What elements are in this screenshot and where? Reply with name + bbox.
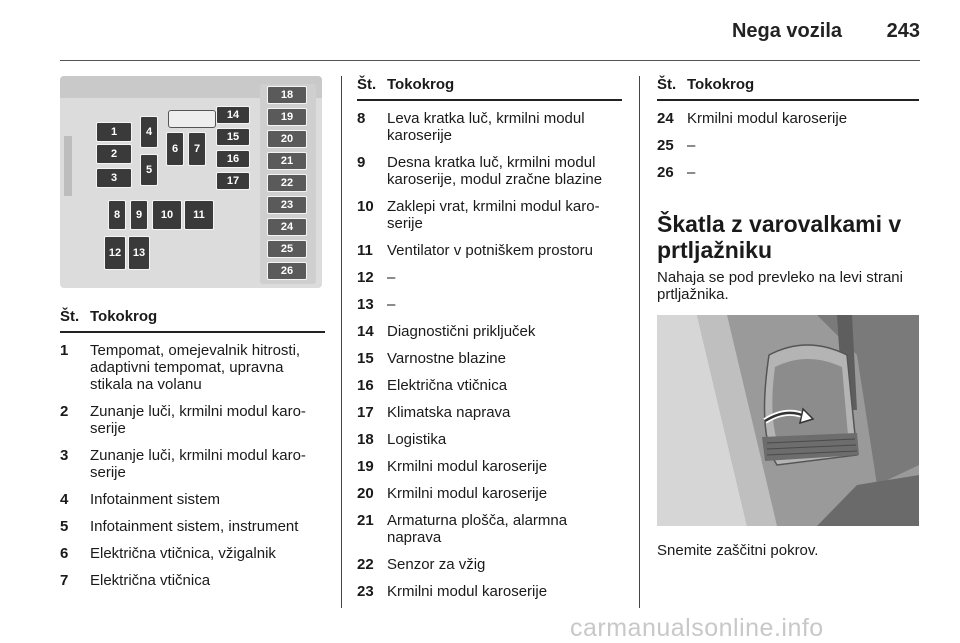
fuse-2: 2 (96, 144, 132, 164)
fuse-number: 20 (357, 485, 374, 502)
circuit-description: Desna kratka luč, krmilni modul karoserije, modul zračne blazine (387, 154, 603, 188)
fuse-3: 3 (96, 168, 132, 188)
fuse-number: 19 (357, 458, 374, 475)
table-row (357, 154, 622, 188)
table-header-num: Št. (357, 76, 377, 93)
circuit-description: Zaklepi vrat, krmilni modul karoserije (387, 198, 600, 232)
table-row (60, 342, 325, 393)
fuse-10: 10 (152, 200, 182, 230)
circuit-description: – (387, 296, 396, 313)
circuit-description: – (687, 137, 696, 154)
fuse-number: 5 (60, 518, 69, 535)
fuse-22: 22 (267, 174, 307, 192)
fuse-number: 9 (357, 154, 366, 171)
fuse-number: 10 (357, 198, 374, 215)
fuse-number: 18 (357, 431, 374, 448)
fuse-5: 5 (140, 154, 158, 186)
table-row (357, 556, 622, 573)
circuit-description: Krmilni modul karoserije (387, 583, 548, 600)
circuit-description: Varnostne blazine (387, 350, 506, 367)
fuse-20: 20 (267, 130, 307, 148)
fuse-number: 24 (657, 110, 674, 127)
table-row (357, 269, 622, 286)
fuse-19: 19 (267, 108, 307, 126)
fuse-number: 13 (357, 296, 374, 313)
watermark: carmanualsonline.info (570, 614, 824, 642)
fuse-15: 15 (216, 128, 250, 146)
fuse-26: 26 (267, 262, 307, 280)
circuit-description: Električna vtičnica (387, 377, 508, 394)
column-divider (639, 76, 640, 608)
fuse-9: 9 (130, 200, 148, 230)
column-3 (657, 76, 919, 559)
table-header-num: Št. (657, 76, 677, 93)
fuse-24: 24 (267, 218, 307, 236)
table-row (60, 491, 325, 508)
relay-slot (168, 110, 216, 128)
table-row (357, 296, 622, 313)
fuse-number: 11 (357, 242, 373, 259)
fuse-number: 6 (60, 545, 69, 562)
photo-caption: Snemite zaščitni pokrov. (657, 542, 819, 559)
circuit-description: Električna vtičnica, vžigalnik (90, 545, 276, 562)
trunk-photo (657, 315, 919, 526)
circuit-description: Senzor za vžig (387, 556, 486, 573)
circuit-description: Zunanje luči, krmilni modul karoserije (90, 403, 306, 437)
fuse-number: 25 (657, 137, 674, 154)
section-heading: Škatla z varovalkami v prtljažniku (657, 211, 902, 263)
fuse-number: 3 (60, 447, 69, 464)
page-number: 243 (886, 20, 920, 42)
table-row (657, 110, 919, 127)
circuit-description: Armaturna plošča, alarmna naprava (387, 512, 568, 546)
column-divider (341, 76, 342, 608)
table-header (357, 76, 622, 101)
fuse-number: 8 (357, 110, 366, 127)
fuse-box-diagram (60, 76, 322, 288)
fuse-number: 12 (357, 269, 374, 286)
table-row (657, 137, 919, 154)
table-row (60, 447, 325, 481)
column-1 (60, 76, 325, 599)
circuit-description: – (687, 164, 696, 181)
page-header (60, 0, 920, 61)
table-row (60, 545, 325, 562)
fuse-number: 23 (357, 583, 374, 600)
fuse-18: 18 (267, 86, 307, 104)
page-title: Nega vozila (731, 20, 842, 42)
fuse-16: 16 (216, 150, 250, 168)
fuse-21: 21 (267, 152, 307, 170)
circuit-description: – (387, 269, 396, 286)
table-row (60, 403, 325, 437)
fuse-number: 14 (357, 323, 374, 340)
table-header-num: Št. (60, 308, 80, 325)
fuse-number: 4 (60, 491, 69, 508)
fuse-number: 16 (357, 377, 374, 394)
circuit-description: Zunanje luči, krmilni modul karoserije (90, 447, 306, 481)
fuse-1: 1 (96, 122, 132, 142)
circuit-table-2 (357, 76, 622, 610)
fuse-4: 4 (140, 116, 158, 148)
fuse-17: 17 (216, 172, 250, 190)
circuit-table-1 (60, 308, 325, 589)
trunk-panel-illustration (657, 315, 919, 526)
table-header (60, 308, 325, 333)
fuse-number: 21 (357, 512, 374, 529)
circuit-description: Logistika (387, 431, 447, 448)
fuse-13: 13 (128, 236, 150, 270)
circuit-description: Tempomat, omejevalnik hitrosti, adaptivni tempomat, upravna stikala na volanu (90, 342, 301, 393)
circuit-description: Ventilator v potniškem prostoru (387, 242, 593, 259)
fuse-11: 11 (184, 200, 214, 230)
fuse-number: 2 (60, 403, 69, 420)
table-row (60, 518, 325, 535)
circuit-description: Krmilni modul karoserije (387, 485, 548, 502)
table-row (357, 377, 622, 394)
table-row (357, 323, 622, 340)
fuse-box-clip (64, 136, 72, 196)
fuse-number: 17 (357, 404, 374, 421)
table-row (357, 404, 622, 421)
section-description: Nahaja se pod prevleko na levi strani prtljažnika. (657, 269, 903, 303)
circuit-description: Krmilni modul karoserije (687, 110, 848, 127)
fuse-number: 1 (60, 342, 69, 359)
table-row (657, 164, 919, 181)
circuit-description: Krmilni modul karoserije (387, 458, 548, 475)
circuit-description: Električna vtičnica (90, 572, 211, 589)
fuse-number: 7 (60, 572, 69, 589)
fuse-8: 8 (108, 200, 126, 230)
fuse-23: 23 (267, 196, 307, 214)
table-row (357, 198, 622, 232)
table-header (657, 76, 919, 101)
table-row (357, 431, 622, 448)
fuse-12: 12 (104, 236, 126, 270)
circuit-table-3 (657, 76, 919, 181)
table-row (357, 242, 622, 259)
table-row (60, 572, 325, 589)
table-row (357, 350, 622, 367)
table-header-circuit: Tokokrog (687, 76, 755, 93)
fuse-number: 26 (657, 164, 674, 181)
fuse-7: 7 (188, 132, 206, 166)
fuse-6: 6 (166, 132, 184, 166)
circuit-description: Diagnostični priključek (387, 323, 536, 340)
table-header-circuit: Tokokrog (90, 308, 158, 325)
fuse-14: 14 (216, 106, 250, 124)
circuit-description: Infotainment sistem (90, 491, 221, 508)
table-row (357, 512, 622, 546)
table-row (357, 485, 622, 502)
table-row (357, 110, 622, 144)
table-row (357, 458, 622, 475)
fuse-number: 15 (357, 350, 374, 367)
circuit-description: Leva kratka luč, krmilni modul karoserije (387, 110, 585, 144)
circuit-description: Klimatska naprava (387, 404, 511, 421)
table-header-circuit: Tokokrog (387, 76, 455, 93)
table-row (357, 583, 622, 600)
circuit-description: Infotainment sistem, instrument (90, 518, 299, 535)
fuse-25: 25 (267, 240, 307, 258)
fuse-number: 22 (357, 556, 374, 573)
